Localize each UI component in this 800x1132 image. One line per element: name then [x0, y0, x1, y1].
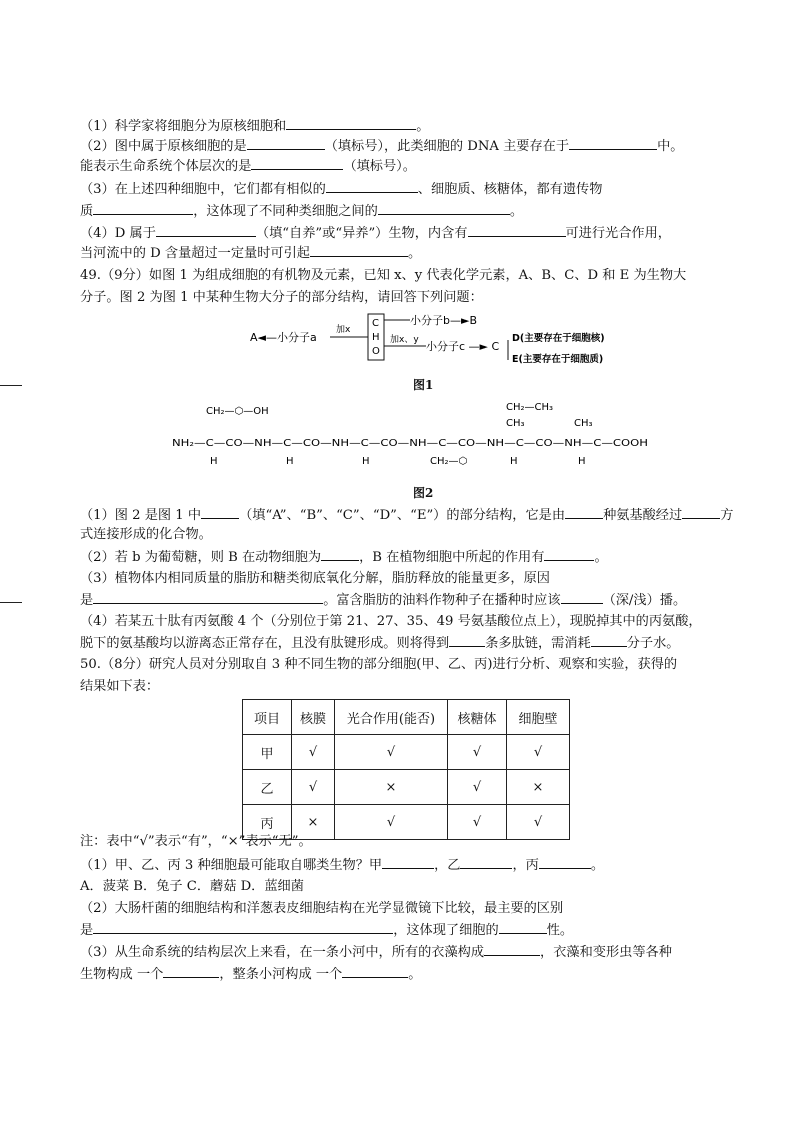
answer-blank[interactable] [460, 856, 512, 869]
fig1-arrow-c: 小分子c —► C [426, 340, 500, 353]
table-header: 核糖体 [448, 700, 507, 735]
table-cell: √ [448, 805, 507, 840]
q48-line-2: （2）图中属于原核细胞的是 （填标号），此类细胞的 DNA 主要存在于 中。 [80, 139, 684, 154]
answer-blank[interactable] [565, 506, 603, 519]
q49-line-9: 脱下的氨基酸均以游离态正常存在，且没有肽键形成。则将得到 条多肽链，需消耗 分子水。 [80, 636, 680, 651]
fig2-r4-group: CH₂—⬡ [430, 456, 468, 467]
fig2-h-3: H [362, 456, 370, 467]
figure-1-caption: 图1 [413, 378, 434, 392]
answer-blank[interactable] [326, 180, 418, 193]
table-header: 光合作用(能否) [335, 700, 448, 735]
q50-line-2: 结果如下表： [80, 679, 160, 694]
table-header: 核膜 [292, 700, 335, 735]
fig2-r5-group: CH₂—CH₃ [506, 402, 554, 413]
fig1-arrow-b: 小分子b—►B [410, 314, 477, 327]
answer-blank[interactable] [93, 921, 393, 934]
fig2-r5-ch3: CH₃ [506, 418, 525, 429]
q48-line-4: （3）在上述四种细胞中，它们都有相似的 、细胞质、核糖体，都有遗传物 [80, 182, 603, 197]
q49-line-6: （3）植物体内相同质量的脂肪和糖类彻底氧化分解，脂肪释放的能量更多，原因 [80, 571, 550, 586]
table-cell: × [507, 770, 570, 805]
table-cell: √ [448, 735, 507, 770]
answer-blank[interactable] [251, 157, 343, 170]
figure-2-caption: 图2 [413, 486, 434, 500]
answer-blank[interactable] [201, 506, 239, 519]
table-note: 注：表中“√”表示“有”，“×”表示“无”。 [80, 834, 312, 849]
fig2-h-6: H [578, 456, 586, 467]
fig2-r6-ch3: CH₃ [574, 418, 593, 429]
table-cell: 乙 [243, 770, 292, 805]
fig2-h-5: H [510, 456, 518, 467]
answer-blank[interactable] [468, 224, 566, 237]
fig1-arrow-a: A◄—小分子a [250, 331, 317, 344]
table-cell: 甲 [243, 735, 292, 770]
answer-blank[interactable] [286, 117, 416, 130]
fig1-element-o: O [372, 346, 380, 357]
q49-line-4: 式连接形成的化合物。 [80, 527, 212, 542]
table-header: 项目 [243, 700, 292, 735]
q48-line-3: 能表示生命系统个体层次的是 （填标号）。 [80, 159, 416, 174]
table-cell: √ [292, 770, 335, 805]
table-row [243, 770, 570, 805]
fig1-add-x-left: 加x [336, 325, 351, 335]
q48-line-6: （4）D 属于 （填“自养”或“异养”）生物，内含有 可进行光合作用， [80, 226, 671, 241]
fig1-e-label: E(主要存在于细胞质) [512, 354, 604, 365]
table-cell: × [335, 770, 448, 805]
binding-mark-top [0, 385, 22, 386]
figure-1-diagram [240, 310, 605, 372]
fig1-element-c: C [372, 318, 379, 329]
table-header-row [243, 700, 570, 735]
table-cell: 丙 [243, 805, 292, 840]
q49-line-3: （1）图 2 是图 1 中 （填“A”、“B”、“C”、“D”、“E”）的部分结构，它是由 种氨基酸经过 方 [80, 508, 734, 523]
fig2-h-1: H [210, 456, 218, 467]
q49-line-7: 是 。富含脂肪的油料作物种子在播种时应该 （深/浅）播。 [80, 593, 687, 608]
fig2-main-chain: NH₂—C—CO—NH—C—CO—NH—C—CO—NH—C—CO—NH—C—CO—NH—C—COOH [172, 438, 648, 449]
table-cell: √ [507, 735, 570, 770]
q48-line-1: （1）科学家将细胞分为原核细胞和 。 [80, 119, 430, 134]
answer-blank[interactable] [591, 634, 627, 647]
q50-line-1: 50.（8分）研究人员对分别取自 3 种不同生物的部分细胞(甲、乙、丙)进行分析、观察和实验，获得的 [80, 657, 678, 672]
answer-blank[interactable] [382, 856, 434, 869]
q50-line-6: 是 ，这体现了细胞的 性。 [80, 923, 574, 938]
answer-blank[interactable] [321, 548, 359, 561]
table-cell: √ [507, 805, 570, 840]
q48-line-5: 质 ，这体现了不同种类细胞之间的 。 [80, 204, 523, 219]
answer-blank[interactable] [569, 137, 657, 150]
q50-line-8: 生物构成 一个 ，整条小河构成 一个 。 [80, 967, 422, 982]
fig2-r1-group: CH₂—⬡—OH [206, 406, 269, 417]
q49-line-1: 49.（9分）如图 1 为组成细胞的有机物及元素，已知 x、y 代表化学元素，A、B、C、D 和 E 为生物大 [80, 268, 687, 283]
q50-line-7: （3）从生命系统的结构层次上来看，在一条小河中，所有的衣藻构成 ，衣藻和变形虫等各种 [80, 945, 672, 960]
q48-line-7: 当河流中的 D 含量超过一定量时可引起 。 [80, 246, 422, 261]
table-cell: √ [292, 735, 335, 770]
answer-blank[interactable] [484, 943, 540, 956]
answer-blank[interactable] [156, 224, 256, 237]
q49-line-8: （4）若某五十肽有丙氨酸 4 个（分别位于第 21、27、35、49 号氨基酸位点上），现脱掉其中的丙氨酸， [80, 614, 702, 629]
answer-blank[interactable] [342, 965, 408, 978]
answer-blank[interactable] [449, 634, 485, 647]
table-cell: × [292, 805, 335, 840]
answer-blank[interactable] [310, 244, 408, 257]
results-table [242, 699, 570, 840]
fig2-h-2: H [286, 456, 294, 467]
answer-blank[interactable] [539, 856, 591, 869]
fig1-element-h: H [372, 332, 380, 343]
q49-line-2: 分子。图 2 为图 1 中某种生物大分子的部分结构，请回答下列问题： [80, 290, 483, 305]
answer-blank[interactable] [561, 591, 603, 604]
q50-line-5: （2）大肠杆菌的细胞结构和洋葱表皮细胞结构在光学显微镜下比较，最主要的区别 [80, 901, 564, 916]
fig1-d-label: D(主要存在于细胞核) [512, 333, 605, 344]
fig1-add-xy: 加x、y [390, 335, 419, 345]
table-cell: √ [448, 770, 507, 805]
answer-blank[interactable] [499, 921, 547, 934]
answer-blank[interactable] [682, 506, 720, 519]
q50-line-3: （1）甲、乙、丙 3 种细胞最可能取自哪类生物？甲 ，乙 ，丙 。 [80, 858, 605, 873]
answer-blank[interactable] [544, 548, 594, 561]
answer-blank[interactable] [163, 965, 219, 978]
answer-blank[interactable] [247, 137, 325, 150]
binding-mark-bottom [0, 602, 22, 603]
answer-blank[interactable] [378, 202, 510, 215]
answer-blank[interactable] [93, 591, 323, 604]
table-cell: √ [335, 805, 448, 840]
figure-2-structure [172, 398, 652, 478]
answer-blank[interactable] [93, 202, 193, 215]
table-cell: √ [335, 735, 448, 770]
table-header: 细胞壁 [507, 700, 570, 735]
q49-line-5: （2）若 b 为葡萄糖，则 B 在动物细胞为 ，B 在植物细胞中所起的作用有 。 [80, 550, 608, 565]
q50-options: A．菠菜 B．兔子 C．蘑菇 D．蓝细菌 [80, 879, 304, 894]
table-row [243, 735, 570, 770]
